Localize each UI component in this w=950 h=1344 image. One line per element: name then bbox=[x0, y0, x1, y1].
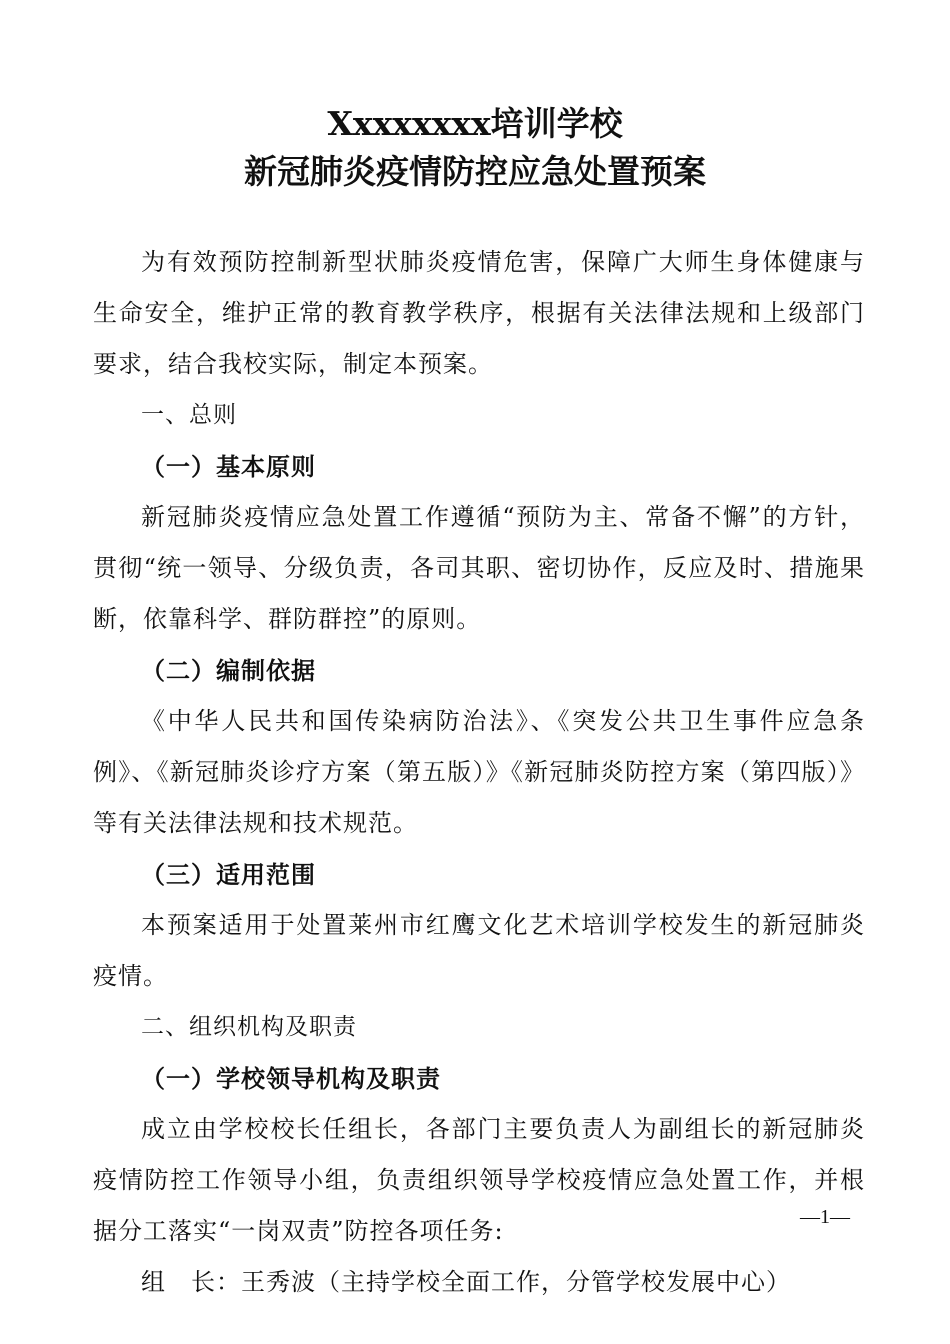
paragraph-leadership: 成立由学校校长任组长，各部门主要负责人为副组长的新冠肺炎疫情防控工作领导小组，负责组织领导学校疫情应急处置工作，并根据分工落实“一岗双责”防控各项任务: bbox=[93, 1115, 865, 1245]
subheading-basis: （二）编制依据 bbox=[141, 656, 316, 685]
page-number: —1— bbox=[800, 1206, 850, 1228]
subheading-leadership: （一）学校领导机构及职责 bbox=[141, 1064, 441, 1093]
subheading-basic-principles: （一）基本原则 bbox=[141, 452, 316, 481]
document-body bbox=[93, 237, 865, 1308]
section-heading-organization: 二、组织机构及职责 bbox=[141, 1014, 357, 1040]
document-title-school: Xxxxxxxx培训学校 bbox=[327, 104, 623, 143]
paragraph-scope: 本预案适用于处置莱州市红鹰文化艺术培训学校发生的新冠肺炎疫情。 bbox=[93, 911, 865, 990]
subheading-scope: （三）适用范围 bbox=[141, 860, 316, 889]
paragraph-basis: 《中华人民共和国传染病防治法》、《突发公共卫生事件应急条例》、《新冠肺炎诊疗方案（第五版）》《新冠肺炎防控方案（第四版）》等有关法律法规和技术规范。 bbox=[93, 707, 865, 837]
intro-paragraph: 为有效预防控制新型状肺炎疫情危害，保障广大师生身体健康与生命安全，维护正常的教育教学秩序，根据有关法律法规和上级部门要求，结合我校实际，制定本预案。 bbox=[93, 248, 865, 378]
section-heading-general: 一、总则 bbox=[141, 402, 237, 428]
leader-line: 组 长：王秀波（主持学校全面工作，分管学校发展中心） bbox=[141, 1268, 791, 1296]
paragraph-basic-principles: 新冠肺炎疫情应急处置工作遵循“预防为主、常备不懈”的方针，贯彻“统一领导、分级负责，各司其职、密切协作，反应及时、措施果断，依靠科学、群防群控”的原则。 bbox=[93, 503, 865, 633]
document-title-plan: 新冠肺炎疫情防控应急处置预案 bbox=[244, 152, 706, 191]
